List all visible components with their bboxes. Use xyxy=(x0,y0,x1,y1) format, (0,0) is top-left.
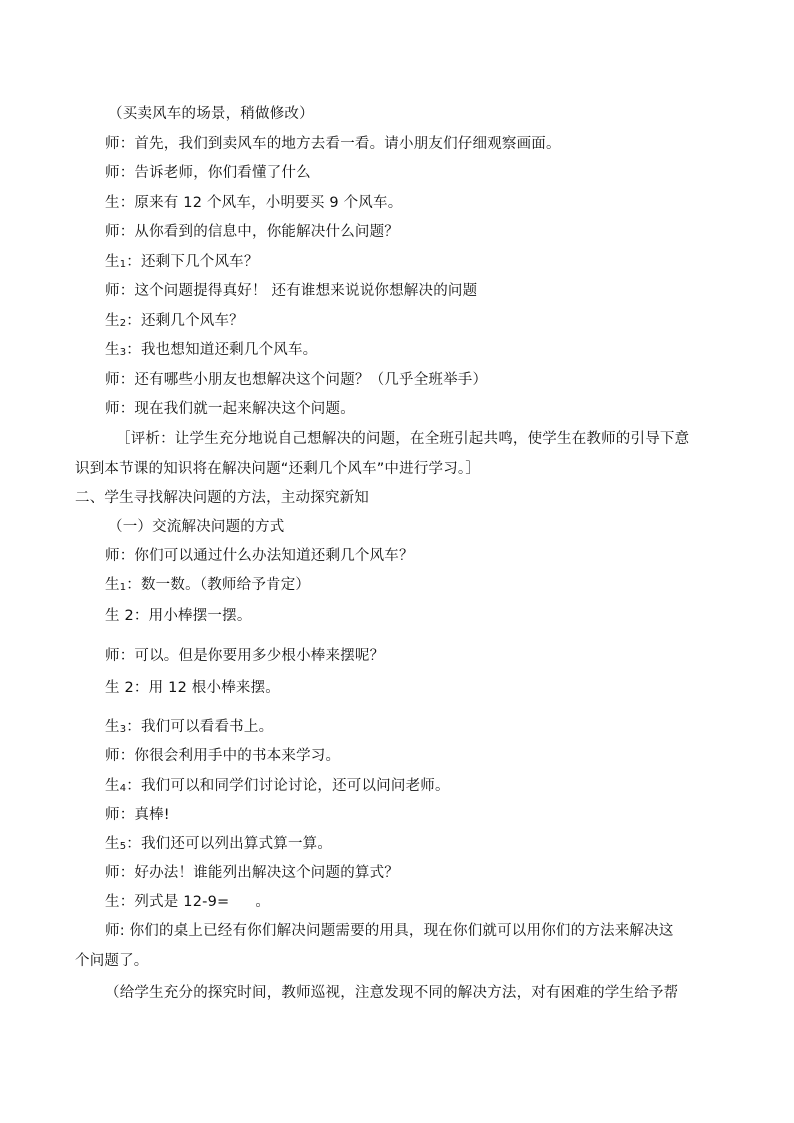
line-text: 我们可以看看书上。 xyxy=(140,719,274,735)
colon: ： xyxy=(126,719,141,735)
line-text: 我也想知道还剩几个风车。 xyxy=(140,342,318,358)
line-text: 还剩下几个风车？ xyxy=(140,254,259,270)
line-text: 我们可以和同学们讨论讨论，还可以问问老师。 xyxy=(140,778,450,794)
speaker-label: 生 xyxy=(105,577,120,593)
subsection-heading: （一）交流解决问题的方式 xyxy=(108,519,285,535)
paragraph-line: 师：可以。但是你要用多少根小棒来摆呢？ xyxy=(105,648,385,664)
colon: ： xyxy=(126,577,141,593)
formula-line xyxy=(105,892,270,912)
speaker-label: 生 xyxy=(105,254,120,270)
colon: ： xyxy=(126,254,141,270)
student-line xyxy=(105,252,259,275)
speaker-label: 生 xyxy=(105,342,120,358)
line-text: 我们还可以列出算式算一算。 xyxy=(140,836,333,852)
paragraph-line: 个问题了。 xyxy=(75,953,149,969)
speaker-number: 1 xyxy=(119,582,127,593)
student-line xyxy=(105,776,450,799)
comment-line: 识到本节课的知识将在解决问题“还剩几个风车”中进行学习。］ xyxy=(75,461,481,477)
paragraph-line: 师：现在我们就一起来解决这个问题。 xyxy=(105,401,355,417)
speaker-number: 5 xyxy=(119,841,127,852)
student-line xyxy=(105,311,244,334)
speaker-label: 生 xyxy=(105,313,120,329)
speaker-label: 生 xyxy=(105,719,120,735)
line-text: 还剩几个风车？ xyxy=(140,313,244,329)
paragraph-line: 师：还有哪些小朋友也想解决这个问题？（几乎全班举手） xyxy=(105,372,488,388)
comment-line: ［评析：让学生充分地说自己想解决的问题，在全班引起共鸣，使学生在教师的引导下意 xyxy=(116,431,690,447)
paragraph-line: 师：真棒! xyxy=(105,807,170,823)
paragraph-line: 师：从你看到的信息中，你能解决什么问题？ xyxy=(105,224,399,240)
scene-note: （买卖风车的场景，稍做修改） xyxy=(108,106,314,122)
formula-text: 生：列式是 12-9= xyxy=(105,894,230,910)
paragraph-line: 生：原来有 12 个风车，小明要买 9 个风车。 xyxy=(105,195,403,211)
student-line xyxy=(105,575,310,598)
colon: ： xyxy=(126,313,141,329)
paragraph-line: 师：你很会利用手中的书本来学习。 xyxy=(105,748,341,764)
period: 。 xyxy=(255,894,271,910)
speaker-label: 生 xyxy=(105,778,120,794)
speaker-number: 2 xyxy=(119,318,127,329)
line-text: 数一数。（教师给予肯定） xyxy=(140,577,311,593)
speaker-number: 1 xyxy=(119,259,127,270)
paragraph-line: 生 2：用小棒摆一摆。 xyxy=(105,608,252,624)
student-line xyxy=(105,717,273,740)
paragraph-line: 生 2：用 12 根小棒来摆。 xyxy=(105,680,281,696)
section-heading: 二、学生寻找解决问题的方法，主动探究新知 xyxy=(75,490,369,506)
paragraph-line: 师：这个问题提得真好！ 还有谁想来说说你想解决的问题 xyxy=(105,283,478,299)
paragraph-line: 师：你们可以通过什么办法知道还剩几个风车？ xyxy=(105,548,414,564)
speaker-number: 4 xyxy=(119,783,127,794)
student-line xyxy=(105,834,332,857)
colon: ： xyxy=(126,778,141,794)
paragraph-line: 师：首先，我们到卖风车的地方去看一看。请小朋友们仔细观察画面。 xyxy=(105,136,561,152)
paragraph-line: 师：好办法！谁能列出解决这个问题的算式？ xyxy=(105,865,399,881)
speaker-number: 3 xyxy=(119,724,127,735)
paragraph-line: 师: 你们的桌上已经有你们解决问题需要的用具，现在你们就可以用你们的方法来解决这 xyxy=(105,923,674,939)
speaker-label: 生 xyxy=(105,836,120,852)
student-line xyxy=(105,340,317,363)
paragraph-line: 师：告诉老师，你们看懂了什么 xyxy=(105,165,311,181)
speaker-number: 3 xyxy=(119,347,127,358)
colon: ： xyxy=(126,342,141,358)
colon: ： xyxy=(126,836,141,852)
paragraph-line: （给学生充分的探究时间，教师巡视，注意发现不同的解决方法，对有困难的学生给予帮 xyxy=(105,985,679,1001)
